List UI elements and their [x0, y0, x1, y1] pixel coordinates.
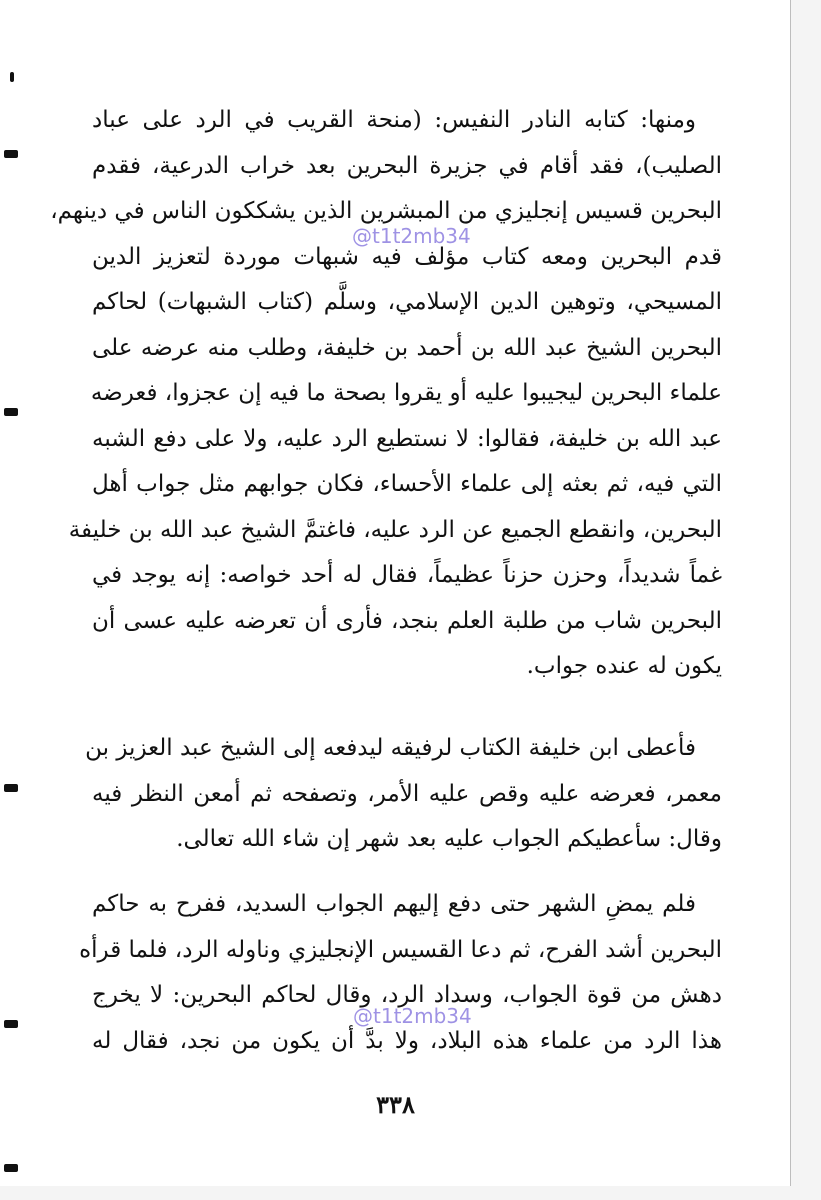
text-line: غماً شديداً، وحزن حزناً عظيماً، فقال له أحد خواصه: إنه يوجد في [92, 562, 722, 588]
text-line: قدم البحرين ومعه كتاب مؤلف فيه شبهات موردة لتعزيز الدين [92, 243, 722, 270]
watermark-text: @t1t2mb34 [353, 1004, 472, 1028]
scan-mark [4, 408, 18, 416]
image-edge-strip [790, 0, 821, 1200]
text-line: معمر، فعرضه عليه وقص عليه الأمر، وتصفحه ثم أمعن النظر فيه [92, 780, 722, 807]
scan-mark [4, 784, 18, 792]
scan-mark [10, 72, 14, 82]
text-line: البحرين قسيس إنجليزي من المبشرين الذين يشككون الناس في دينهم، [50, 198, 722, 224]
paragraph-1 [50, 98, 722, 690]
text-line: البحرين، وانقطع الجميع عن الرد عليه، فاغتمَّ الشيخ عبد الله بن خليفة [68, 516, 722, 543]
text-line: علماء البحرين ليجيبوا عليه أو يقروا بصحة ما فيه إن عجزوا، فعرضه [90, 380, 722, 406]
text-line: التي فيه، ثم بعثه إلى علماء الأحساء، فكان جوابهم مثل جواب أهل [92, 471, 722, 497]
watermark-text: @t1t2mb34 [352, 224, 471, 248]
text-line: المسيحي، وتوهين الدين الإسلامي، وسلَّم (كتاب الشبهات) لحاكم [92, 289, 722, 315]
text-line: البحرين الشيخ عبد الله بن أحمد بن خليفة، وطلب منه عرضه على [92, 334, 722, 361]
image-bottom-strip [0, 1186, 791, 1200]
page-number: ٣٣٨ [376, 1090, 415, 1119]
paragraph-2 [85, 726, 722, 863]
text-line: دهش من قوة الجواب، وسداد الرد، وقال لحاكم البحرين: لا يخرج [92, 982, 722, 1008]
text-line: عبد الله بن خليفة، فقالوا: لا نستطيع الرد عليه، ولا على دفع الشبه [92, 425, 722, 452]
paragraph-3 [79, 882, 722, 1064]
scan-mark [4, 1164, 18, 1172]
text-line: فأعطى ابن خليفة الكتاب لرفيقه ليدفعه إلى الشيخ عبد العزيز بن [85, 735, 696, 761]
text-line: فلم يمضِ الشهر حتى دفع إليهم الجواب السديد، ففرح به حاكم [92, 891, 696, 917]
text-line: الصليب)، فقد أقام في جزيرة البحرين بعد خراب الدرعية، فقدم [92, 152, 722, 179]
text-line: هذا الرد من علماء هذه البلاد، ولا بدَّ أن يكون من نجد، فقال له [92, 1027, 722, 1054]
text-line: يكون له عنده جواب. [526, 653, 722, 679]
text-line: ومنها: كتابه النادر النفيس: (منحة القريب في الرد على عباد [92, 107, 696, 133]
text-line: البحرين أشد الفرح، ثم دعا القسيس الإنجليزي وناوله الرد، فلما قرأه [79, 936, 722, 963]
text-line: وقال: سأعطيكم الجواب عليه بعد شهر إن شاء الله تعالى. [176, 826, 722, 852]
scan-mark [4, 1020, 18, 1028]
scan-mark [4, 150, 18, 158]
text-line: البحرين شاب من طلبة العلم بنجد، فأرى أن تعرضه عليه عسى أن [92, 607, 722, 634]
